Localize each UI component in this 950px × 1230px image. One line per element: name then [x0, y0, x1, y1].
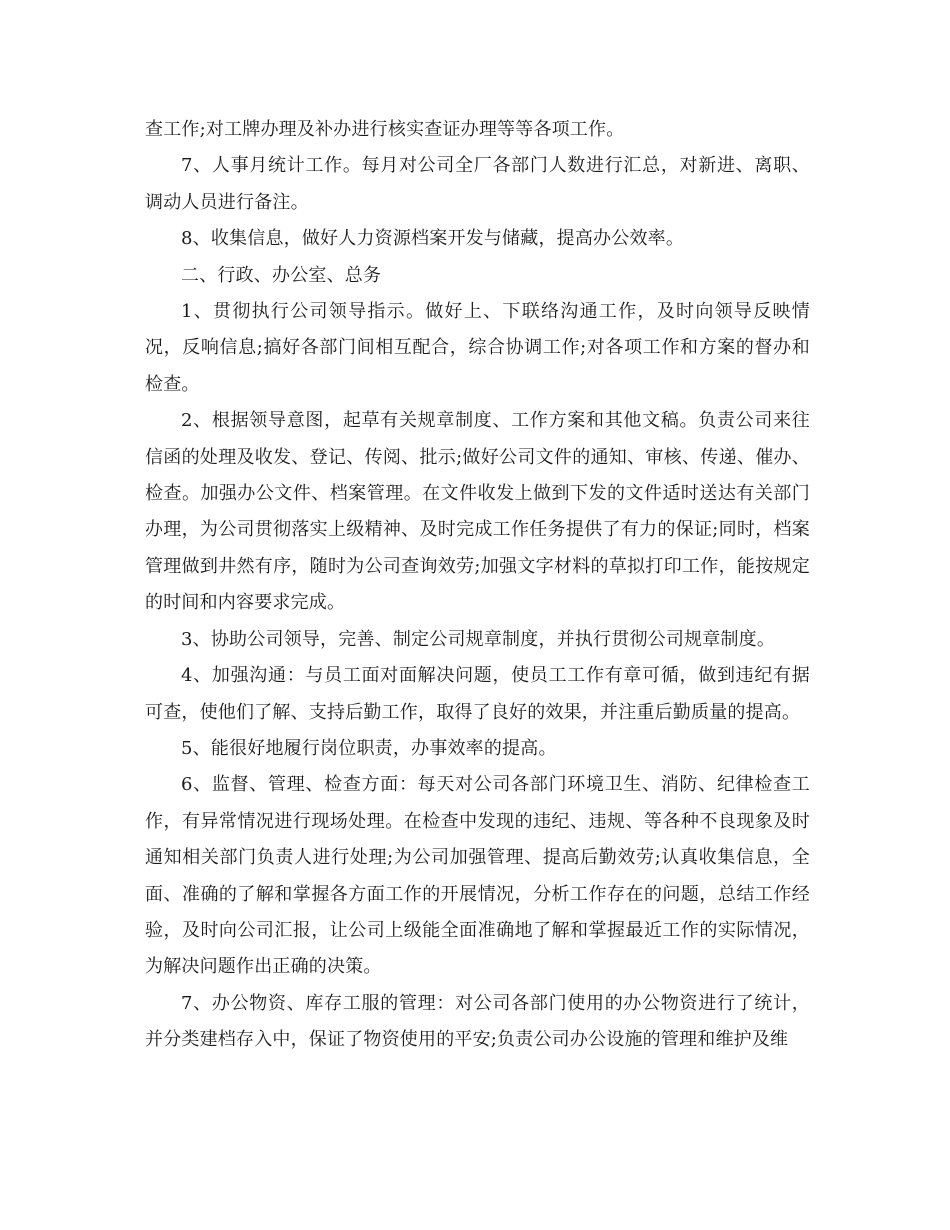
paragraph: 8、收集信息，做好人力资源档案开发与储藏，提高办公效率。 — [181, 228, 685, 250]
paragraph: 3、协助公司领导，完善、制定公司规章制度，并执行贯彻公司规章制度。 — [181, 628, 776, 650]
paragraph: 4、加强沟通：与员工面对面解决问题，使员工工作有章可循，做到违纪有据可查，使他们了解、支持后勤工作，取得了良好的效果，并注重后勤质量的提高。 — [145, 665, 810, 723]
document-body — [145, 112, 810, 1059]
paragraph: 2、根据领导意图，起草有关规章制度、工作方案和其他文稿。负责公司来往信函的处理及收发、登记、传阅、批示;做好公司文件的通知、审核、传递、催办、检查。加强办公文件、档案管理。在文件收发上做到下发的文件适时送达有关部门办理，为公司贯彻落实上级精神、及时完成工作任务提供了有力的保证;同时，档案管理做到井然有序，随时为公司查询效劳;加强文字材料的草拟打印工作，能按规定的时间和内容要求完成。 — [145, 410, 810, 614]
paragraph: 7、人事月统计工作。每月对公司全厂各部门人数进行汇总，对新进、离职、调动人员进行备注。 — [145, 155, 810, 213]
section-heading: 二、行政、办公室、总务 — [181, 264, 382, 286]
paragraph: 7、办公物资、库存工服的管理：对公司各部门使用的办公物资进行了统计，并分类建档存入中，保证了物资使用的平安;负责公司办公设施的管理和维护及维 — [145, 992, 810, 1051]
paragraph: 5、能很好地履行岗位职责，办事效率的提高。 — [181, 737, 557, 759]
paragraph: 1、贯彻执行公司领导指示。做好上、下联络沟通工作，及时向领导反映情况，反响信息;搞好各部门间相互配合，综合协调工作;对各项工作和方案的督办和检查。 — [145, 301, 810, 395]
paragraph: 6、监督、管理、检查方面：每天对公司各部门环境卫生、消防、纪律检查工作，有异常情况进行现场处理。在检查中发现的违纪、违规、等各种不良现象及时通知相关部门负责人进行处理;为公司加强管理、提高后勤效劳;认真收集信息，全面、准确的了解和掌握各方面工作的开展情况，分析工作存在的问题，总结工作经验，及时向公司汇报，让公司上级能全面准确地了解和掌握最近工作的实际情况，为解决问题作出正确的决策。 — [145, 774, 810, 978]
paragraph: 查工作;对工牌办理及补办进行核实查证办理等等各项工作。 — [145, 119, 625, 140]
